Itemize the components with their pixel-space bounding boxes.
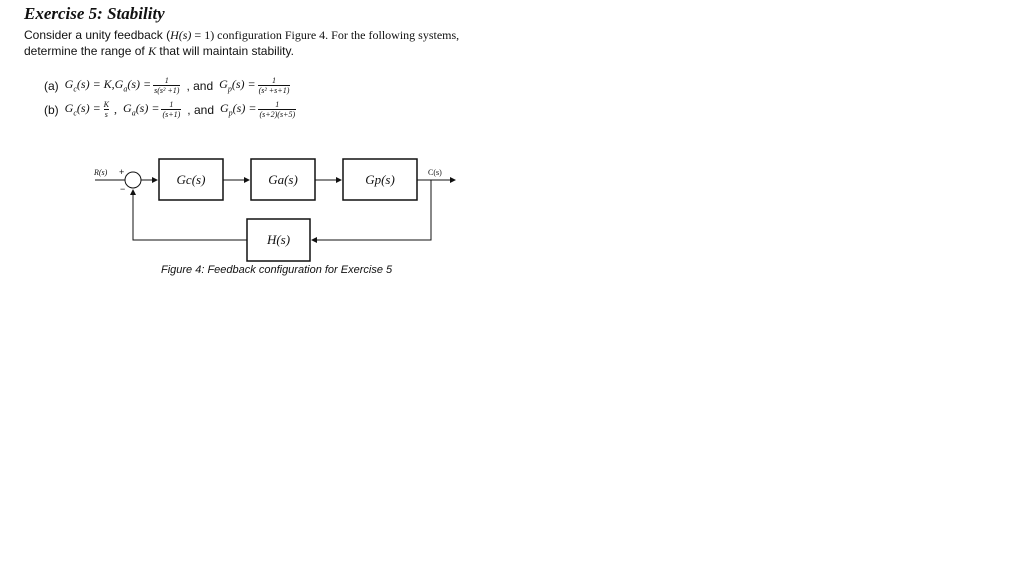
intro-text-3: that will maintain stability. <box>156 44 294 58</box>
part-b-gc-fraction: $\frac{K}{s}$ <box>103 100 110 119</box>
h-label: H(s) <box>266 232 291 247</box>
part-b-gp-fraction: $\frac{1}{(s+2)(s+5)}$ <box>259 100 296 119</box>
summing-junction <box>125 172 141 188</box>
output-label: C(s) <box>428 168 442 177</box>
part-a-gp-fraction: $\frac{1}{\text{(s² +s+1)}}$ <box>258 76 290 95</box>
part-b-comma: , <box>114 102 118 116</box>
part-b-ga: $G_a(s)$ = <box>123 101 160 118</box>
intro-eq: = 1) configuration Figure 4. For the following systems, <box>191 28 460 42</box>
exercise-title: Exercise 5: Stability <box>24 4 165 23</box>
part-a-ga: $G_a(s)$ = <box>114 77 152 94</box>
part-b-gp: $G_p(s)$ = <box>220 101 257 118</box>
part-b-label: (b) <box>44 102 59 117</box>
plus-sign: + <box>119 167 125 177</box>
part-a-gc: $G_c(s) = K$, <box>64 77 115 94</box>
figure-caption: Figure 4: Feedback configuration for Exercise 5 <box>161 264 393 276</box>
part-b-ga-fraction: $\frac{1}{(s+1)}$ <box>162 100 181 119</box>
intro-text-2: determine the range of <box>24 44 149 58</box>
intro-text-1: Consider a unity feedback ( <box>24 28 171 42</box>
part-b-and: , and <box>187 102 214 117</box>
gc-label: Gc(s) <box>176 172 206 187</box>
part-a-ga-fraction: $\frac{1}{\text{s(s² +1)}}$ <box>154 76 180 95</box>
part-a-gp: $G_p(s)$ = <box>219 77 256 94</box>
part-a-and: , and <box>186 78 214 93</box>
part-b-gc: $G_c(s)$ = <box>64 101 101 118</box>
gp-label: Gp(s) <box>365 172 395 187</box>
minus-sign: − <box>120 184 126 194</box>
part-a-label: (a) <box>44 78 59 93</box>
intro-k: K <box>148 44 157 58</box>
intro-hs: H(s) <box>170 28 192 42</box>
input-label: R(s) <box>94 168 108 177</box>
ga-label: Ga(s) <box>268 172 298 187</box>
